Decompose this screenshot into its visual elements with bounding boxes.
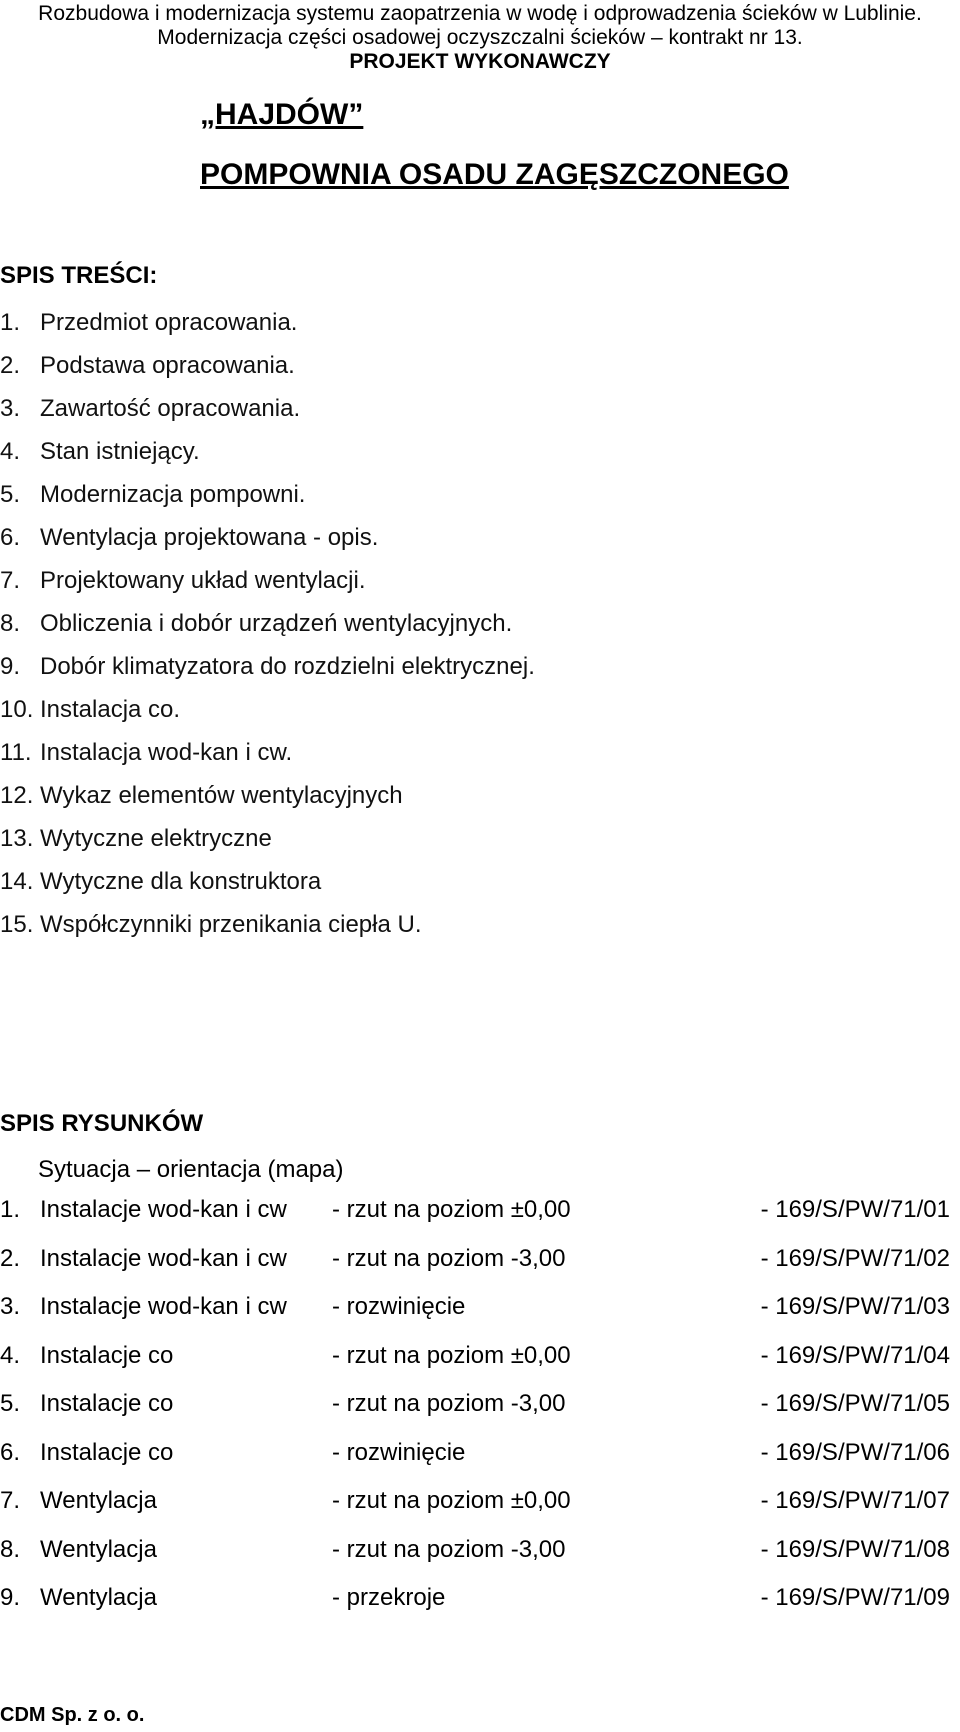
drawing-number: 5. (0, 1390, 21, 1417)
toc-item-text: Zawartość opracowania. (40, 395, 301, 422)
drawing-code: - 169/S/PW/71/02 (760, 1244, 950, 1272)
toc-item-number: 1. (0, 309, 21, 336)
drawing-name: Instalacje wod-kan i cw (40, 1196, 287, 1223)
drawing-code: - 169/S/PW/71/07 (760, 1487, 950, 1514)
toc-item-text: Instalacja wod-kan i cw. (40, 739, 293, 766)
toc-item-text: Dobór klimatyzatora do rozdzielni elektrycznej. (40, 653, 535, 680)
drawings-heading: SPIS RYSUNKÓW (0, 1110, 204, 1137)
drawing-number: 1. (0, 1196, 21, 1223)
toc-item-number: 10. (0, 696, 34, 723)
drawing-code: - 169/S/PW/71/08 (760, 1535, 950, 1563)
header-line-2: Modernizacja części osadowej oczyszczalni ścieków – kontrakt nr 13. (157, 26, 803, 49)
drawing-number: 3. (0, 1293, 21, 1320)
toc-item-number: 3. (0, 395, 21, 422)
drawing-number: 6. (0, 1438, 21, 1466)
toc-item-number: 5. (0, 481, 21, 508)
footer-company: CDM Sp. z o. o. (0, 1704, 145, 1726)
drawing-number: 9. (0, 1584, 21, 1611)
drawing-description: - rzut na poziom -3,00 (332, 1244, 566, 1272)
toc-item-text: Obliczenia i dobór urządzeń wentylacyjnych. (40, 610, 513, 637)
toc-item-text: Stan istniejący. (40, 438, 200, 465)
drawing-code: - 169/S/PW/71/05 (760, 1390, 950, 1417)
toc-item-text: Współczynniki przenikania ciepła U. (40, 911, 422, 938)
drawing-name: Wentylacja (40, 1535, 157, 1563)
header-line-3: PROJEKT WYKONAWCZY (349, 50, 611, 73)
drawing-code: - 169/S/PW/71/01 (760, 1196, 950, 1223)
drawing-code: - 169/S/PW/71/09 (760, 1584, 950, 1611)
toc-item-number: 2. (0, 352, 21, 379)
drawing-description: - rzut na poziom -3,00 (332, 1535, 566, 1563)
drawing-description: - rozwinięcie (332, 1293, 466, 1320)
drawing-name: Instalacje co (40, 1438, 174, 1466)
toc-item-text: Wytyczne elektryczne (40, 825, 272, 852)
toc-item-number: 12. (0, 782, 34, 809)
header-line-1: Rozbudowa i modernizacja systemu zaopatrzenia w wodę i odprowadzenia ścieków w Lublinie. (38, 2, 922, 25)
toc-item-number: 11. (0, 739, 32, 766)
drawing-name: Instalacje co (40, 1341, 174, 1369)
drawing-description: - rzut na poziom ±0,00 (332, 1341, 571, 1369)
toc-item-text: Podstawa opracowania. (40, 352, 295, 379)
drawing-description: - rzut na poziom ±0,00 (332, 1487, 571, 1514)
drawing-description: - rzut na poziom -3,00 (332, 1390, 566, 1417)
drawing-number: 2. (0, 1244, 21, 1272)
drawing-number: 4. (0, 1341, 21, 1369)
drawing-code: - 169/S/PW/71/06 (760, 1438, 950, 1466)
toc-item-number: 8. (0, 610, 21, 637)
drawing-code: - 169/S/PW/71/04 (760, 1341, 950, 1369)
toc-heading: SPIS TREŚCI: (0, 262, 158, 289)
drawing-description: - rzut na poziom ±0,00 (332, 1196, 571, 1223)
toc-item-text: Przedmiot opracowania. (40, 309, 298, 336)
drawing-code: - 169/S/PW/71/03 (760, 1293, 950, 1320)
drawing-number: 8. (0, 1535, 21, 1563)
drawing-name: Instalacje wod-kan i cw (40, 1293, 287, 1320)
drawing-name: Wentylacja (40, 1584, 157, 1611)
toc-item-number: 7. (0, 567, 21, 594)
title-pompownia: POMPOWNIA OSADU ZAGĘSZCZONEGO (200, 158, 789, 191)
toc-item-number: 13. (0, 825, 34, 852)
drawing-name: Instalacje co (40, 1390, 174, 1417)
toc-item-number: 4. (0, 438, 21, 465)
toc-item-number: 9. (0, 653, 21, 680)
toc-item-text: Wykaz elementów wentylacyjnych (40, 782, 403, 809)
toc-item-text: Wentylacja projektowana - opis. (40, 524, 379, 551)
toc-item-text: Modernizacja pompowni. (40, 481, 306, 508)
drawing-number: 7. (0, 1487, 21, 1514)
toc-item-text: Projektowany układ wentylacji. (40, 567, 366, 594)
drawings-subtitle: Sytuacja – orientacja (mapa) (38, 1156, 344, 1183)
toc-item-number: 15. (0, 911, 34, 938)
drawing-description: - rozwinięcie (332, 1438, 466, 1466)
toc-item-text: Instalacja co. (40, 696, 181, 723)
drawing-description: - przekroje (332, 1584, 446, 1611)
toc-item-text: Wytyczne dla konstruktora (40, 868, 322, 895)
toc-item-number: 14. (0, 868, 34, 895)
drawing-name: Instalacje wod-kan i cw (40, 1244, 287, 1272)
toc-item-number: 6. (0, 524, 21, 551)
title-hajdow: „HAJDÓW” (200, 98, 364, 131)
drawing-name: Wentylacja (40, 1487, 157, 1514)
